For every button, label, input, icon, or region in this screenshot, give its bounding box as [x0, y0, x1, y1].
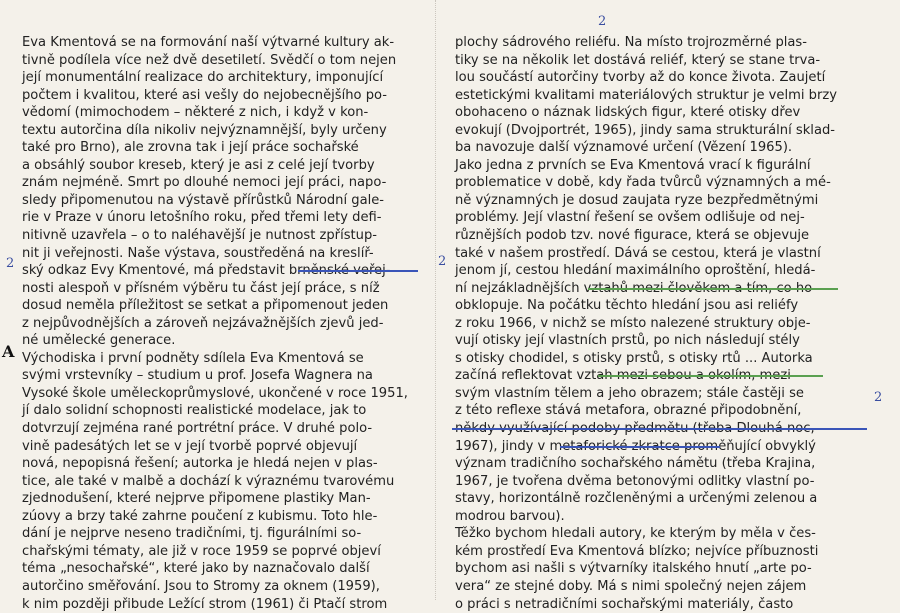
right-column-text-line: problematice v době, kdy řada tvůrců významných a mé-	[455, 174, 865, 192]
left-column-text-line: Východiska i první podněty sdílela Eva Kmentová se	[22, 350, 422, 368]
left-column-text-line: rie v Praze v únoru letošního roku, před třemi lety defi-	[22, 209, 422, 227]
margin-note-center-2: 2	[438, 254, 446, 269]
right-column-text-line: modrou barvou).	[455, 508, 865, 526]
right-column-text-line: lou součástí autorčiny tvorby až do konce života. Zaujetí	[455, 69, 865, 87]
left-column-text-line: jí dalo solidní schopnosti realistické modelace, jak to	[22, 402, 422, 420]
margin-note-right-2: 2	[874, 390, 882, 405]
left-column-text-line: téma „nesochařské“, které jako by naznačovalo další	[22, 560, 422, 578]
right-column-text-line: jenom jí, cestou hledání maximálního oproštění, hledá-	[455, 262, 865, 280]
right-column-text-line: ní nejzákladnějších vztahů mezi člověkem a tím, co ho	[455, 280, 865, 298]
left-column-text-line: a obsáhlý soubor kreseb, který je asi z celé její tvorby	[22, 157, 422, 175]
right-column-text-line: estetickými kvalitami materiálových struktur je velmi brzy	[455, 87, 865, 105]
right-column-text-line: 1967, je tvořena dvěma betonovými odlitky vlastní po-	[455, 473, 865, 491]
right-column-text-line: ba navozuje další významové určení (Vězení 1965).	[455, 139, 865, 157]
left-column-text-line: sledy připomenutou na výstavě přírůstků Národní gale-	[22, 192, 422, 210]
left-column-text-line: svými vrstevníky – studium u prof. Josefa Wagnera na	[22, 367, 422, 385]
right-column-text-line: tiky se na několik let dostává reliéf, který se stane trva-	[455, 52, 865, 70]
left-column-text-line: dání je nejprve neseno tradičními, tj. figurálními so-	[22, 525, 422, 543]
left-column-text-line: k nim později přibude Ležící strom (1961) či Ptačí strom	[22, 596, 422, 613]
left-column-text-line: chařskými tématy, ale již v roce 1959 se poprvé objeví	[22, 543, 422, 561]
left-column-text-line: nit ji veřejnosti. Naše výstava, soustředěná na kreslíř-	[22, 245, 422, 263]
right-column-text-line: různějších podob tzv. nové figurace, která se objevuje	[455, 227, 865, 245]
left-column	[22, 34, 422, 613]
right-column-text-line: plochy sádrového reliéfu. Na místo trojrozměrné plas-	[455, 34, 865, 52]
left-column-text-line: Eva Kmentová se na formování naší výtvarné kultury ak-	[22, 34, 422, 52]
left-column-text-line: autorčino směřování. Jsou to Stromy za oknem (1959),	[22, 578, 422, 596]
left-column-text-line: né umělecké generace.	[22, 332, 422, 350]
right-column-text-line: svým vlastním tělem a jeho obrazem; stále častěji se	[455, 385, 865, 403]
margin-note-top-2: 2	[598, 14, 606, 29]
left-column-text-line: nová, nepopisná řešení; autorka je hledá nejen v plas-	[22, 455, 422, 473]
right-column-text-line: také v našem prostředí. Dává se cestou, která je vlastní	[455, 245, 865, 263]
left-column-text-line: vině padesátých let se v její tvorbě poprvé objevují	[22, 438, 422, 456]
blue-underline	[452, 428, 867, 430]
right-column-text-line: někdy využívající podoby předmětu (třeba Dlouhá noc,	[455, 420, 865, 438]
right-column-text-line: začíná reflektovat vztah mezi sebou a okolím, mezi	[455, 367, 865, 385]
right-column-text-line: problémy. Její vlastní řešení se ovšem odlišuje od nej-	[455, 209, 865, 227]
right-column-text-line: Těžko bychom hledali autory, ke kterým by měla v čes-	[455, 525, 865, 543]
right-column-text-line: význam tradičního sochařského námětu (třeba Krajina,	[455, 455, 865, 473]
blue-underline	[560, 446, 720, 448]
right-column-text-line: o práci s netradičními sochařskými materiály, často	[455, 596, 865, 613]
left-column-text-line: zúovy a brzy také zahrne poučení z kubismu. Toto hle-	[22, 508, 422, 526]
green-underline	[588, 288, 838, 290]
left-column-text-line: tivně podílela více než dvě desetiletí. Svědčí o tom nejen	[22, 52, 422, 70]
right-column-text-line: stavy, horizontálně rozčleněnými a určenými zelenou a	[455, 490, 865, 508]
right-column-text-line: obklopuje. Na počátku těchto hledání jsou asi reliéfy	[455, 297, 865, 315]
left-column-text-line: ský odkaz Evy Kmentové, má představit brněnské veřej-	[22, 262, 422, 280]
blue-underline	[298, 270, 418, 272]
left-column-text-line: nosti alespoň v přísném výběru tu část její práce, s níž	[22, 280, 422, 298]
left-column-text-line: její monumentální realizace do architektury, imponující	[22, 69, 422, 87]
left-column-text-line: znám nejméně. Smrt po dlouhé nemoci její práci, napo-	[22, 174, 422, 192]
left-column-text-line: dosud neměla příležitost se setkat a připomenout jeden	[22, 297, 422, 315]
right-column-text-line: evokují (Dvojportrét, 1965), jindy sama strukturální sklad-	[455, 122, 865, 140]
right-column-text-line: 1967), jindy v metaforické zkratce proměňující obvyklý	[455, 438, 865, 456]
right-column-text-line: z této reflexe stává metafora, obrazné připodobnění,	[455, 402, 865, 420]
left-column-text-line: textu autorčina díla nikoliv nejvýznamnější, byly určeny	[22, 122, 422, 140]
left-column-text-line: z nejpůvodnějších a zároveň nejzávažnějších zjevů jed-	[22, 315, 422, 333]
margin-note-left-2: 2	[6, 256, 14, 271]
right-column-text-line: vují otisky její vlastních prstů, po nich následují stély	[455, 332, 865, 350]
left-column-text-line: také pro Brno), ale zrovna tak i její práce sochařské	[22, 139, 422, 157]
right-column-text-line: bychom asi našli s výtvarníky italského hnutí „arte po-	[455, 560, 865, 578]
left-column-text-line: tice, ale také v malbě a dochází k výraznému tvarovému	[22, 473, 422, 491]
column-gutter	[435, 0, 436, 600]
margin-note-left-a: A	[2, 342, 14, 361]
right-column-text-line: obohaceno o náznak lidských figur, které otisky dřev	[455, 104, 865, 122]
left-column-text-line: počtem i kvalitou, které asi vešly do nejobecnějšího po-	[22, 87, 422, 105]
right-column-text-line: ně významných je dosud zaujata ryze bezpředmětnými	[455, 192, 865, 210]
right-column-text-line: kém prostředí Eva Kmentová blízko; nejvíce příbuznosti	[455, 543, 865, 561]
right-column-text-line: vera“ ze stejné doby. Má s nimi společný nejen zájem	[455, 578, 865, 596]
left-column-text-line: Vysoké škole uměleckoprůmyslové, ukončené v roce 1951,	[22, 385, 422, 403]
left-column-text-line: vědomí (mimochodem – některé z nich, i když v kon-	[22, 104, 422, 122]
green-underline	[598, 375, 823, 377]
right-column-text-line: z roku 1966, v nichž se místo nalezené struktury obje-	[455, 315, 865, 333]
left-column-text-line: nitivně uzavřela – o to naléhavější je nutnost zpřístup-	[22, 227, 422, 245]
left-column-text-line: zjednodušení, které nejprve připomene plastiky Man-	[22, 490, 422, 508]
left-column-text-line: dotvrzují zejména rané portrétní práce. V druhé polo-	[22, 420, 422, 438]
right-column-text-line: Jako jedna z prvních se Eva Kmentová vrací k figurální	[455, 157, 865, 175]
right-column	[455, 34, 865, 613]
right-column-text-line: s otisky chodidel, s otisky prstů, s otisky rtů ... Autorka	[455, 350, 865, 368]
